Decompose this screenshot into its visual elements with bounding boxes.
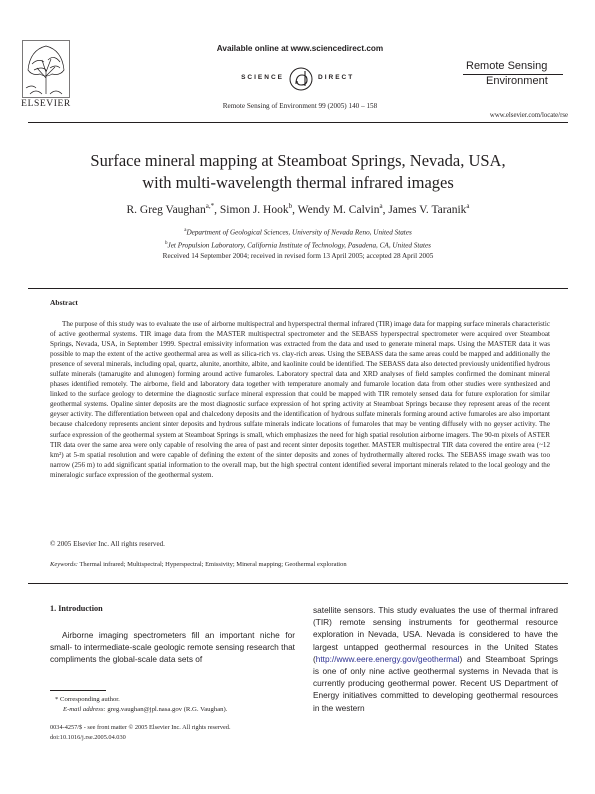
journal-title-line2: Environment [486, 75, 548, 87]
sciencedirect-right-word: DIRECT [318, 74, 355, 81]
author-affil-marker: a,* [205, 202, 215, 210]
sciencedirect-left-word: SCIENCE [241, 74, 284, 81]
author-name: Simon J. Hook [219, 203, 289, 216]
body-text: ) and Steamboat Springs is one of only nine active geothermal systems in Nevada that is currently producing geothermal power. Recent US Department of Energy initiatives committed to developing geothermal resources in the western [313, 653, 558, 713]
history-dates: Received 14 September 2004; received in revised form 13 April 2005; accepted 28 April 2005 [162, 252, 434, 260]
abstract-text: The purpose of this study was to evaluate the use of airborne multispectral and hyperspectral thermal infrared (TIR) image data for mapping surface minerals characteristic of active geothermal systems. TIR image data from the MASTER multispectral spectrometer and the SEBASS hyperspectral spectrometer were acquired over Steamboat Springs, Nevada, USA, in September 1999. Spectral emissivity information was extracted from the data and used to generate mineral maps. Using the MASTER data it was possible to map the extent of the active geothermal area as well as silica-rich vs. clay-rich areas. Using the SEBASS data the same areas could be mapped and additionally the presence of several minerals, including opal, quartz, alunite, anorthite, albite, and kaolinite could be identified. The SEBASS data also detected previously unidentified hydrous sulfate minerals (tamarugite and alunogen) forming around active fumaroles. Laboratory spectral data and XRD analyses of field samples confirmed the dominant mineral phases identified remotely. The airborne, field and laboratory data together with temperature anomaly and fumarole location data from other studies were synthesized and linked to the surface geology to determine the diagnostic surface mineral expression that could be mapped with TIR remotely sensed data for future exploration for similar geothermal systems. Opaline sinter deposits are the most diagnostic surface expression of hot spring activity at Steamboat Springs because they represent areas of the recent geyser activity. The differentiation between opal and chalcedony deposits and the identification of hydrous sulfate minerals forming around active fumaroles are also important because chalcedony represents ancient sinter deposits and hydrous sulfate minerals indicate locations of fumaroles that may be venting diffusely with no geyser activity. The surface expression of the geothermal system at Steamboat Springs is small, which emphasizes the need for high spatial resolution airborne imagers. The 90-m pixels of ASTER TIR data over the same area were only capable of resolving the area of past and recent sinter deposits together. MASTER multispectral TIR data covered the entire area (~12 km²) at 5-m spatial resolution and were capable of defining the extent of the sinter deposits and zones of hydrothermally altered rocks. The SEBASS image swath was too narrow (256 m) to add significant spatial information to the overall map, but the high spectral content identified several important minerals related to the local geology and the mineralogic surface expression of the geothermal system. [50, 320, 550, 479]
footnote-divider [50, 690, 106, 691]
availability-line: Available online at www.sciencedirect.com [216, 44, 384, 53]
elsevier-tree-logo [22, 40, 70, 98]
author-affil-marker: b [288, 202, 293, 210]
corresponding-author-note: * Corresponding author. [55, 696, 120, 703]
email-note [63, 706, 227, 713]
abstract-heading: Abstract [50, 298, 78, 307]
sciencedirect-d-icon [288, 66, 314, 92]
author-separator: , [292, 203, 298, 216]
affiliation-text: Department of Geological Sciences, University of Nevada Reno, United States [186, 228, 412, 237]
doi-link[interactable]: doi:10.1016/j.rse.2005.04.030 [50, 734, 126, 741]
issn-line: 0034-4257/$ - see front matter © 2005 Elsevier Inc. All rights reserved. [50, 724, 231, 731]
title-line-2: with multi-wavelength thermal infrared images [142, 173, 454, 192]
author-name: R. Greg Vaughan [126, 203, 206, 216]
keywords-label: Keywords: [50, 561, 78, 568]
affiliation-marker: b [165, 241, 168, 247]
affiliation-line [40, 238, 556, 251]
title-divider [28, 288, 568, 289]
author-name: Wendy M. Calvin [297, 203, 380, 216]
sciencedirect-logo [220, 66, 380, 92]
body-text: satellite sensors. This study evaluates the use of thermal infrared (TIR) remote sensing instruments for geothermal resource exploration in Nevada, USA. Nevada is considered to have the largest untapped geothermal resources in the United States ( [313, 605, 558, 664]
section-heading: 1. Introduction [50, 604, 103, 613]
publisher-name: ELSEVIER [21, 99, 71, 109]
author-affil-marker: a [379, 202, 383, 210]
affiliations [40, 225, 556, 252]
affiliation-line [40, 225, 556, 238]
journal-url-link[interactable]: www.elsevier.com/locate/rse [489, 112, 568, 119]
paper-title [40, 150, 556, 194]
title-line-1: Surface mineral mapping at Steamboat Springs, Nevada, USA, [90, 151, 506, 170]
affiliation-marker: a [184, 228, 187, 233]
header-divider [28, 122, 568, 123]
affiliation-text: Jet Propulsion Laboratory, California Institute of Technology, Pasadena, CA, United States [167, 241, 431, 250]
email-label: E-mail address: [63, 706, 106, 713]
author-list [40, 202, 556, 216]
copyright-notice: © 2005 Elsevier Inc. All rights reserved. [50, 540, 165, 548]
email-address[interactable]: greg.vaughan@jpl.nasa.gov (R.G. Vaughan). [105, 706, 228, 713]
geothermal-url-link[interactable]: http://www.eere.energy.gov/geothermal [315, 653, 460, 664]
author-name: James V. Taranik [388, 203, 467, 216]
author-separator: , [382, 203, 389, 216]
author-separator: , [214, 203, 220, 216]
keywords [50, 561, 550, 568]
abstract-divider [28, 583, 568, 584]
body-column-left: Airborne imaging spectrometers fill an important niche for small- to intermediate-scale geologic remote sensing research that compliments the global-scale data sets of [50, 630, 295, 665]
journal-reference: Remote Sensing of Environment 99 (2005) 140 – 158 [222, 102, 378, 110]
body-column-right [313, 604, 558, 714]
journal-title-line1: Remote Sensing [466, 60, 548, 72]
keywords-list: Thermal infrared; Multispectral; Hyperspectral; Emissivity; Mineral mapping; Geothermal exploration [79, 561, 347, 568]
author-affil-marker: a [466, 202, 470, 210]
